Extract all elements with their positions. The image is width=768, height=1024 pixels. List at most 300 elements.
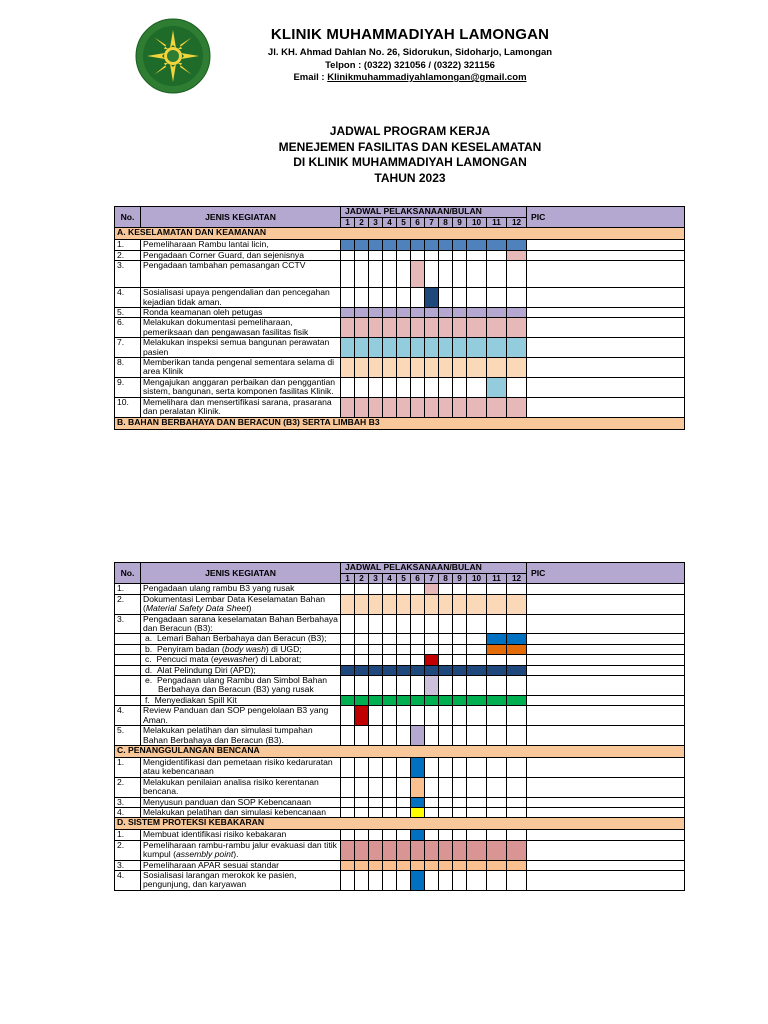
section-row [115, 417, 685, 429]
row-number: 3. [115, 614, 141, 634]
month-cell-5 [397, 706, 411, 726]
activity-text-italic: body wash [224, 644, 266, 654]
month-cell-7 [425, 807, 439, 817]
activity-text: Membuat identifikasi risiko kebakaran [143, 829, 287, 840]
month-cell-9 [453, 318, 467, 338]
month-cell-8 [439, 377, 453, 397]
month-cell-1 [341, 830, 355, 840]
table-row [115, 706, 685, 726]
row-number: 2. [115, 840, 141, 860]
month-cell-1 [341, 240, 355, 250]
table-row [115, 840, 685, 860]
month-cell-4 [383, 240, 397, 250]
month-cell-6 [411, 695, 425, 705]
table-row [115, 240, 685, 250]
month-cell-6 [411, 655, 425, 665]
month-cell-8 [439, 594, 453, 614]
month-cell-6 [411, 676, 425, 696]
month-cell-10 [467, 665, 487, 675]
month-cell-8 [439, 757, 453, 777]
month-cell-1 [341, 676, 355, 696]
month-header-5: 5 [397, 574, 411, 584]
schedule-header: JADWAL PELAKSANAAN/BULAN [341, 207, 527, 218]
month-cell-11 [487, 860, 507, 870]
table-row [115, 655, 685, 665]
month-cell-4 [383, 757, 397, 777]
month-cell-8 [439, 726, 453, 746]
month-cell-4 [383, 655, 397, 665]
month-cell-12 [507, 807, 527, 817]
activity-cell [141, 288, 341, 308]
month-cell-7 [425, 870, 439, 890]
clinic-address: Jl. KH. Ahmad Dahlan No. 26, Sidorukun, Sidoharjo, Lamongan [267, 47, 553, 58]
header-row [115, 563, 685, 574]
month-cell-7 [425, 757, 439, 777]
month-cell-11 [487, 634, 507, 644]
activity-cell [141, 377, 341, 397]
activity-cell [141, 397, 341, 417]
month-cell-10 [467, 594, 487, 614]
month-cell-12 [507, 695, 527, 705]
schedule-table-1 [114, 206, 685, 430]
month-cell-12 [507, 240, 527, 250]
month-cell-2 [355, 358, 369, 378]
month-cell-3 [369, 797, 383, 807]
month-cell-5 [397, 676, 411, 696]
activity-text: Pemeliharaan rambu-rambu jalur evakuasi dan titik kumpul ( [143, 840, 337, 860]
month-cell-9 [453, 250, 467, 260]
activity-cell [141, 644, 341, 654]
month-cell-1 [341, 308, 355, 318]
month-cell-6 [411, 757, 425, 777]
month-cell-9 [453, 726, 467, 746]
month-cell-8 [439, 860, 453, 870]
month-header-10: 10 [467, 574, 487, 584]
month-cell-7 [425, 797, 439, 807]
activity-text: Memberikan tanda pengenal sementara selama di area Klinik [143, 357, 335, 377]
month-cell-8 [439, 870, 453, 890]
month-cell-10 [467, 377, 487, 397]
month-cell-2 [355, 584, 369, 594]
month-cell-12 [507, 676, 527, 696]
row-number: 4. [115, 706, 141, 726]
month-header-1: 1 [341, 574, 355, 584]
month-cell-5 [397, 797, 411, 807]
month-header-4: 4 [383, 574, 397, 584]
activity-text: Pemeliharaan APAR sesuai standar [143, 860, 279, 870]
month-cell-4 [383, 338, 397, 358]
pic-cell [527, 840, 685, 860]
month-cell-3 [369, 261, 383, 288]
month-cell-10 [467, 318, 487, 338]
activity-cell [141, 726, 341, 746]
activity-cell [141, 655, 341, 665]
clinic-email-line [250, 72, 570, 85]
pic-header: PIC [527, 563, 685, 584]
month-cell-12 [507, 288, 527, 308]
month-header-1: 1 [341, 218, 355, 228]
month-cell-2 [355, 676, 369, 696]
month-cell-12 [507, 655, 527, 665]
month-cell-11 [487, 308, 507, 318]
month-cell-6 [411, 665, 425, 675]
month-cell-11 [487, 777, 507, 797]
activity-text: Pengadaan ulang Rambu dan Simbol Bahan Berbahaya dan Beracun (B3) yang rusak [156, 675, 328, 695]
pic-cell [527, 757, 685, 777]
month-cell-1 [341, 634, 355, 644]
table-row [115, 726, 685, 746]
month-cell-6 [411, 594, 425, 614]
row-number: 8. [115, 358, 141, 378]
table-row [115, 584, 685, 594]
schedule-header: JADWAL PELAKSANAAN/BULAN [341, 563, 527, 574]
month-cell-2 [355, 377, 369, 397]
month-cell-8 [439, 584, 453, 594]
month-cell-7 [425, 614, 439, 634]
month-cell-8 [439, 644, 453, 654]
letterhead [250, 26, 570, 85]
month-cell-4 [383, 288, 397, 308]
month-cell-11 [487, 676, 507, 696]
month-cell-4 [383, 358, 397, 378]
month-cell-6 [411, 870, 425, 890]
table-row [115, 860, 685, 870]
month-cell-12 [507, 308, 527, 318]
month-cell-12 [507, 777, 527, 797]
pic-cell [527, 634, 685, 644]
month-cell-2 [355, 594, 369, 614]
pic-cell [527, 397, 685, 417]
month-cell-1 [341, 288, 355, 308]
month-cell-10 [467, 655, 487, 665]
activity-text: Memelihara dan mensertifikasi sarana, prasarana dan peralatan Klinik. [143, 397, 332, 417]
month-cell-8 [439, 797, 453, 807]
month-cell-9 [453, 644, 467, 654]
month-cell-3 [369, 655, 383, 665]
activity-text: Melakukan inspeksi semua bangunan perawatan pasien [143, 337, 330, 357]
month-cell-8 [439, 676, 453, 696]
activity-cell [141, 614, 341, 634]
row-number: 2. [115, 250, 141, 260]
activity-text-tail: ). [233, 849, 239, 860]
section-title: D. SISTEM PROTEKSI KEBAKARAN [115, 818, 685, 830]
activity-cell [141, 695, 341, 705]
month-cell-7 [425, 240, 439, 250]
month-cell-3 [369, 777, 383, 797]
month-cell-2 [355, 614, 369, 634]
month-cell-5 [397, 614, 411, 634]
activity-cell [141, 308, 341, 318]
month-cell-10 [467, 807, 487, 817]
month-cell-7 [425, 594, 439, 614]
month-cell-11 [487, 250, 507, 260]
pic-cell [527, 318, 685, 338]
month-cell-9 [453, 797, 467, 807]
month-cell-9 [453, 261, 467, 288]
month-cell-9 [453, 706, 467, 726]
activity-text: Pemeliharaan Rambu lantai licin, [143, 239, 269, 250]
sub-item [143, 634, 338, 643]
section-row [115, 745, 685, 757]
month-header-7: 7 [425, 574, 439, 584]
month-cell-2 [355, 757, 369, 777]
month-cell-4 [383, 250, 397, 260]
month-header-12: 12 [507, 218, 527, 228]
month-cell-1 [341, 397, 355, 417]
month-cell-10 [467, 338, 487, 358]
pic-cell [527, 584, 685, 594]
month-cell-7 [425, 706, 439, 726]
pic-cell [527, 870, 685, 890]
section-title: B. BAHAN BERBAHAYA DAN BERACUN (B3) SERTA LIMBAH B3 [115, 417, 685, 429]
table-row [115, 250, 685, 260]
month-cell-7 [425, 840, 439, 860]
month-cell-12 [507, 860, 527, 870]
schedule-table-2 [114, 562, 685, 891]
month-cell-12 [507, 338, 527, 358]
month-cell-2 [355, 706, 369, 726]
month-cell-8 [439, 288, 453, 308]
month-cell-2 [355, 397, 369, 417]
clinic-logo [135, 18, 211, 94]
month-cell-7 [425, 644, 439, 654]
activity-cell [141, 706, 341, 726]
pic-cell [527, 358, 685, 378]
month-cell-7 [425, 860, 439, 870]
month-cell-1 [341, 338, 355, 358]
row-number: 6. [115, 318, 141, 338]
activity-text: Ronda keamanan oleh petugas [143, 307, 263, 318]
month-cell-3 [369, 288, 383, 308]
month-cell-11 [487, 655, 507, 665]
month-cell-2 [355, 870, 369, 890]
month-cell-2 [355, 695, 369, 705]
month-cell-11 [487, 584, 507, 594]
month-cell-2 [355, 250, 369, 260]
month-cell-11 [487, 261, 507, 288]
month-cell-9 [453, 807, 467, 817]
month-cell-5 [397, 397, 411, 417]
month-cell-1 [341, 797, 355, 807]
month-cell-3 [369, 644, 383, 654]
month-cell-6 [411, 644, 425, 654]
no-header: No. [115, 207, 141, 228]
activity-cell [141, 594, 341, 614]
month-cell-2 [355, 797, 369, 807]
pic-cell [527, 655, 685, 665]
pic-cell [527, 695, 685, 705]
month-cell-8 [439, 358, 453, 378]
row-number [115, 655, 141, 665]
table-row [115, 594, 685, 614]
month-cell-1 [341, 614, 355, 634]
month-cell-2 [355, 655, 369, 665]
row-number: 3. [115, 797, 141, 807]
pic-cell [527, 594, 685, 614]
month-cell-7 [425, 634, 439, 644]
month-cell-1 [341, 807, 355, 817]
month-cell-1 [341, 757, 355, 777]
activity-text: Pengadaan ulang rambu B3 yang rusak [143, 583, 295, 594]
month-cell-6 [411, 777, 425, 797]
sub-item [143, 655, 338, 664]
month-cell-10 [467, 797, 487, 807]
title-line-1: JADWAL PROGRAM KERJA [329, 124, 491, 138]
month-cell-8 [439, 240, 453, 250]
activity-text: Penyiram badan ( [156, 644, 225, 654]
row-number: 5. [115, 308, 141, 318]
month-cell-9 [453, 240, 467, 250]
month-cell-5 [397, 250, 411, 260]
activity-text: Menyusun panduan dan SOP Kebencanaan [143, 797, 312, 807]
month-header-10: 10 [467, 218, 487, 228]
pic-cell [527, 860, 685, 870]
month-cell-4 [383, 594, 397, 614]
table-row [115, 797, 685, 807]
sub-item-letter: a. [145, 633, 153, 644]
month-cell-6 [411, 288, 425, 308]
month-cell-6 [411, 584, 425, 594]
month-cell-4 [383, 695, 397, 705]
month-cell-7 [425, 777, 439, 797]
month-cell-6 [411, 338, 425, 358]
month-cell-10 [467, 397, 487, 417]
month-cell-4 [383, 676, 397, 696]
month-cell-12 [507, 634, 527, 644]
activity-cell [141, 777, 341, 797]
table-row [115, 377, 685, 397]
month-cell-10 [467, 614, 487, 634]
month-cell-11 [487, 397, 507, 417]
pic-cell [527, 706, 685, 726]
month-cell-3 [369, 240, 383, 250]
month-header-12: 12 [507, 574, 527, 584]
table-row [115, 338, 685, 358]
month-cell-12 [507, 840, 527, 860]
month-cell-6 [411, 706, 425, 726]
month-cell-3 [369, 250, 383, 260]
table-row [115, 676, 685, 696]
sub-item [143, 676, 338, 695]
month-cell-12 [507, 318, 527, 338]
month-cell-10 [467, 240, 487, 250]
month-cell-2 [355, 665, 369, 675]
month-cell-2 [355, 840, 369, 860]
month-cell-3 [369, 377, 383, 397]
activity-cell [141, 676, 341, 696]
title-line-4: TAHUN 2023 [374, 170, 446, 185]
month-cell-10 [467, 288, 487, 308]
month-cell-12 [507, 614, 527, 634]
month-cell-2 [355, 726, 369, 746]
table-row [115, 644, 685, 654]
table-row [115, 807, 685, 817]
month-header-6: 6 [411, 218, 425, 228]
month-cell-9 [453, 634, 467, 644]
month-cell-4 [383, 777, 397, 797]
activity-cell [141, 261, 341, 288]
sub-item [143, 696, 338, 705]
month-header-8: 8 [439, 218, 453, 228]
month-cell-8 [439, 614, 453, 634]
month-cell-3 [369, 726, 383, 746]
month-cell-10 [467, 777, 487, 797]
month-cell-12 [507, 261, 527, 288]
month-header-8: 8 [439, 574, 453, 584]
activity-cell [141, 757, 341, 777]
month-cell-3 [369, 594, 383, 614]
sub-item [143, 666, 338, 675]
month-cell-12 [507, 250, 527, 260]
month-cell-7 [425, 261, 439, 288]
month-cell-3 [369, 634, 383, 644]
table-row [115, 288, 685, 308]
month-cell-4 [383, 706, 397, 726]
month-cell-10 [467, 261, 487, 288]
row-number: 4. [115, 870, 141, 890]
month-cell-11 [487, 807, 507, 817]
month-cell-1 [341, 644, 355, 654]
table-row [115, 777, 685, 797]
month-cell-1 [341, 655, 355, 665]
month-cell-8 [439, 634, 453, 644]
month-cell-4 [383, 830, 397, 840]
activity-text-italic: eyewasher [213, 654, 256, 665]
month-cell-6 [411, 240, 425, 250]
month-header-9: 9 [453, 574, 467, 584]
month-cell-2 [355, 807, 369, 817]
month-cell-7 [425, 655, 439, 665]
month-cell-12 [507, 726, 527, 746]
month-cell-3 [369, 338, 383, 358]
row-number [115, 634, 141, 644]
month-cell-5 [397, 840, 411, 860]
pic-cell [527, 644, 685, 654]
pic-cell [527, 797, 685, 807]
month-cell-3 [369, 397, 383, 417]
clinic-email[interactable]: Klinikmuhammadiyahlamongan@gmail.com [327, 72, 527, 83]
month-cell-11 [487, 757, 507, 777]
month-cell-10 [467, 584, 487, 594]
month-cell-2 [355, 261, 369, 288]
month-cell-7 [425, 830, 439, 840]
month-cell-6 [411, 860, 425, 870]
month-cell-4 [383, 318, 397, 338]
section-row [115, 818, 685, 830]
month-cell-10 [467, 676, 487, 696]
month-cell-3 [369, 860, 383, 870]
month-header-3: 3 [369, 218, 383, 228]
month-cell-2 [355, 777, 369, 797]
month-cell-9 [453, 655, 467, 665]
title-line-3: DI KLINIK MUHAMMADIYAH LAMONGAN [293, 155, 527, 169]
table-row [115, 665, 685, 675]
month-cell-7 [425, 377, 439, 397]
month-cell-1 [341, 726, 355, 746]
pic-cell [527, 830, 685, 840]
month-cell-2 [355, 288, 369, 308]
row-number [115, 665, 141, 675]
month-cell-3 [369, 830, 383, 840]
month-cell-8 [439, 318, 453, 338]
row-number: 4. [115, 807, 141, 817]
row-number [115, 644, 141, 654]
table-row [115, 757, 685, 777]
table-row [115, 830, 685, 840]
month-cell-1 [341, 261, 355, 288]
month-cell-9 [453, 830, 467, 840]
activity-text: Alat Pelindung Diri (APD); [156, 665, 256, 675]
